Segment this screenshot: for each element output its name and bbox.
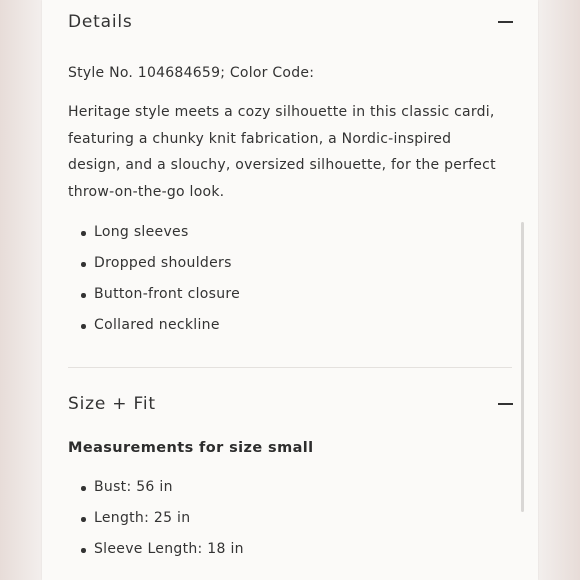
product-info-panel: [42, 0, 538, 580]
list-item: Button-front closure: [68, 279, 240, 310]
scrollbar[interactable]: [521, 222, 524, 512]
list-item: Long sleeves: [68, 217, 240, 248]
measurements-list: [68, 472, 244, 565]
details-header[interactable]: [68, 12, 514, 32]
size-fit-header[interactable]: [68, 394, 514, 414]
style-number: Style No. 104684659; Color Code:: [68, 65, 315, 81]
list-item: Dropped shoulders: [68, 248, 240, 279]
minus-icon: [498, 21, 513, 23]
minus-icon: [498, 403, 513, 405]
list-item: Collared neckline: [68, 310, 240, 341]
size-fit-collapse-button[interactable]: [496, 395, 514, 413]
measurements-heading: Measurements for size small: [68, 440, 314, 456]
list-item: Sleeve Length: 18 in: [68, 534, 244, 565]
details-title: Details: [68, 12, 133, 32]
section-divider: [68, 367, 512, 368]
details-collapse-button[interactable]: [496, 13, 514, 31]
size-fit-title: Size + Fit: [68, 394, 156, 414]
details-list: [68, 217, 240, 341]
product-description: Heritage style meets a cozy silhouette in this classic cardi, featuring a chunky knit fabrication, a Nordic-inspired design, and a slouchy, oversized silhouette, for the perfect throw-on-the-go look.: [68, 104, 496, 200]
list-item: Length: 25 in: [68, 503, 244, 534]
background-right: [538, 0, 580, 580]
list-item: Bust: 56 in: [68, 472, 244, 503]
background-left: [0, 0, 42, 580]
